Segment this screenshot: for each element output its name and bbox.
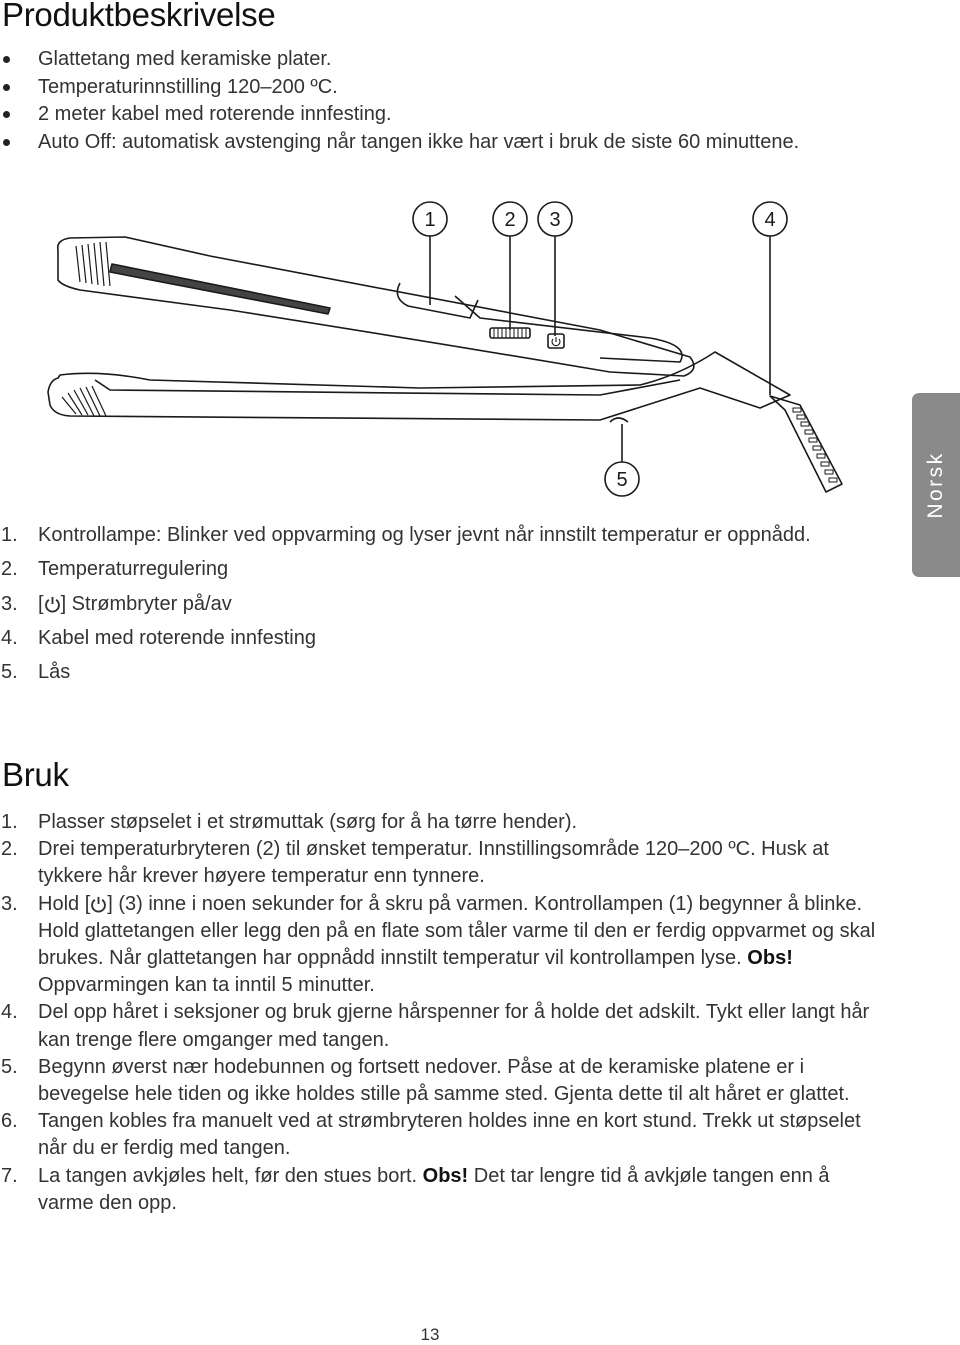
language-tab-label: Norsk — [924, 451, 947, 519]
list-number: 5. — [1, 661, 18, 684]
power-icon — [44, 595, 61, 613]
callout-2: 2 — [504, 209, 516, 231]
callout-3: 3 — [549, 209, 561, 231]
step-text: Del opp håret i seksjoner og bruk gjerne hårspenner for å holde det adskilt. Tykt eller langt hår kan trenge flere omganger med tangen. — [38, 1001, 870, 1051]
step-text: Begynn øverst nær hodebunnen og fortsett nedover. Påse at de keramiske platene er i bevegelse hele tiden og ikke holdes stille på samme sted. Gjenta dette til alt håret er glattet. — [38, 1055, 850, 1106]
callout-5: 5 — [616, 469, 628, 491]
list-number: 3. — [1, 592, 18, 615]
list-number: 7. — [1, 1164, 18, 1187]
feature-item: Temperaturinnstilling 120–200 ºC. — [0, 74, 900, 102]
step-text: Tangen kobles fra manuelt ved at strømbryteren holdes inne en kort stund. Trekk ut støpselet når du er ferdig med tangen. — [38, 1110, 861, 1160]
list-number: 1. — [1, 811, 18, 833]
list-number: 2. — [1, 838, 18, 861]
part-item — [0, 522, 840, 550]
feature-item: Auto Off: automatisk avstenging når tangen ikke har vært i bruk de siste 60 minuttene. — [0, 129, 900, 157]
parts-list — [0, 522, 840, 693]
part-item — [0, 556, 840, 584]
upper-arm-outline — [58, 237, 694, 376]
list-number: 2. — [1, 558, 18, 581]
list-number: 6. — [1, 1110, 18, 1133]
list-number: 3. — [1, 892, 18, 915]
list-number: 4. — [1, 1001, 18, 1024]
feature-item: 2 meter kabel med roterende innfesting. — [0, 101, 900, 129]
feature-item: Glattetang med keramiske plater. — [0, 46, 900, 74]
part-item: 3. [ ] Strømbryter på/av — [0, 591, 840, 619]
step-item — [0, 809, 880, 836]
step-text: Plasser støpselet i et strømuttak (sørg for å ha tørre hender). — [38, 811, 578, 833]
power-icon — [90, 895, 107, 913]
usage-steps — [0, 809, 880, 1217]
feature-list — [0, 46, 900, 156]
step-text: ] (3) inne i noen sekunder for å skru på varmen. Kontrollampen (1) begynner å blinke. Hold glattetangen eller legg den på en flate som tåler varme til den er ferdig oppvarmet og skal brukes. Når glattetangen har oppnådd innstilt temperatur vil kontrollampen lyse. — [38, 892, 876, 970]
warning-label: Obs! — [422, 1164, 469, 1187]
lower-grip-ridges — [62, 386, 106, 416]
upper-plate — [110, 264, 330, 314]
upper-grip-ridges — [76, 242, 110, 286]
list-number: 1. — [1, 524, 18, 546]
step-item — [0, 1108, 880, 1162]
lock-graphic — [610, 418, 628, 422]
part-text: Temperaturregulering — [38, 558, 229, 581]
callout-4: 4 — [764, 209, 776, 231]
step-item — [0, 836, 880, 890]
list-number: 5. — [1, 1055, 18, 1078]
step-text: Det tar lengre tid å avkjøle tangen enn å varme den opp. — [38, 1164, 830, 1214]
callout-1: 1 — [424, 209, 436, 231]
step-item — [0, 999, 880, 1053]
section-heading-usage: Bruk — [2, 756, 69, 793]
part-item — [0, 625, 840, 653]
step-text: Drei temperaturbryteren (2) til ønsket temperatur. Innstillingsområde 120–200 ºC. Husk at tykkere hår krever høyere temperatur enn tynnere. — [38, 838, 829, 888]
part-text: Kabel med roterende innfesting — [38, 626, 316, 649]
warning-label: Obs! — [747, 947, 793, 970]
step-text: Oppvarmingen kan ta inntil 5 minutter. — [38, 974, 375, 997]
part-text: Kontrollampe: Blinker ved oppvarming og lyser jevnt når innstilt temperatur er oppnådd. — [38, 524, 811, 546]
step-item: 3. Hold [ ] (3) inne i noen sekunder for å skru på varmen. Kontrollampen (1) begynner å blinke. Hold glattetangen eller legg den på en flate som tåler varme til den er ferdig oppvarmet og skal brukes. Når glattetangen har oppnådd innstilt temperatur vil kontrollampen lyse. Obs! Oppvarmingen kan ta inntil 5 minutter. — [1, 892, 876, 997]
hair-straightener-diagram — [0, 195, 900, 500]
part-text: Lås — [38, 661, 71, 684]
step-text: La tangen avkjøles helt, før den stues bort. — [38, 1164, 423, 1187]
step-item — [0, 1163, 880, 1217]
language-tab — [912, 393, 960, 577]
list-number: 4. — [1, 626, 18, 649]
part-item — [0, 659, 840, 687]
page-number: 13 — [420, 1325, 440, 1344]
step-item — [0, 1054, 880, 1108]
section-heading-product: Produktbeskrivelse — [2, 0, 276, 33]
part-text: ] Strømbryter på/av — [60, 592, 232, 615]
